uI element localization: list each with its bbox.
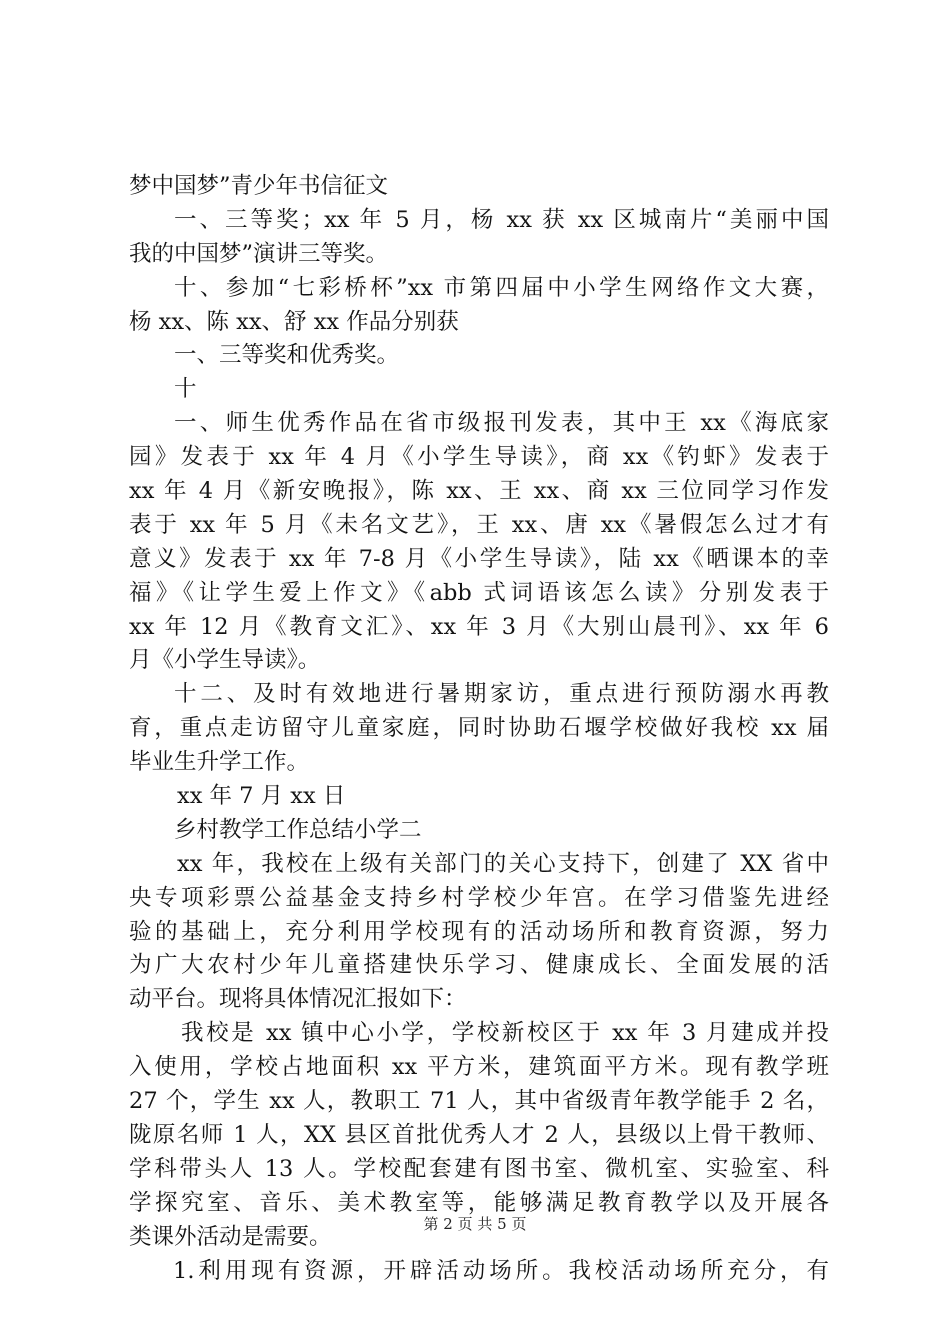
text-line: 一、三等奖；xx 年 5 月，杨 xx 获 xx 区城南片“美丽中国 — [174, 206, 829, 233]
text-line: 杨 xx、陈 xx、舒 xx 作品分别获 — [129, 308, 459, 335]
text-line: 十、参加“七彩桥杯”xx 市第四届中小学生网络作文大赛， — [174, 274, 829, 301]
text-line: 学探究室、音乐、美术教室等，能够满足教育教学以及开展各 — [129, 1189, 829, 1216]
text-line: 为广大农村少年儿童搭建快乐学习、健康成长、全面发展的活 — [129, 952, 829, 979]
text-line: xx 年 12 月《教育文汇》、xx 年 3 月《大别山晨刊》、xx 年 6 — [129, 613, 829, 640]
text-line: 入使用，学校占地面积 xx 平方米，建筑面平方米。现有教学班 — [129, 1054, 829, 1081]
text-line: 陇原名师 1 人，XX 县区首批优秀人才 2 人，县级以上骨干教师、 — [129, 1121, 829, 1148]
text-line: 梦中国梦”青少年书信征文 — [129, 173, 389, 199]
text-line: xx 年，我校在上级有关部门的关心支持下，创建了 XX 省中 — [177, 850, 829, 877]
text-line: 验的基础上，充分利用学校现有的活动场所和教育资源，努力 — [129, 918, 829, 945]
text-line: 意义》发表于 xx 年 7-8 月《小学生导读》，陆 xx《晒课本的幸 — [129, 545, 829, 572]
text-line: 园》发表于 xx 年 4 月《小学生导读》，商 xx《钓虾》发表于 — [129, 444, 829, 471]
section-title: 乡村教学工作总结小学二 — [174, 816, 422, 843]
text-line: 类课外活动是需要。 — [129, 1223, 332, 1250]
text-line: 育，重点走访留守儿童家庭，同时协助石堰学校做好我校 xx 届 — [129, 715, 829, 742]
text-line: 一、三等奖和优秀奖。 — [174, 342, 400, 369]
page-number: 第 2 页 共 5 页 — [423, 1215, 527, 1233]
text-line: 动平台。现将具体情况汇报如下： — [129, 986, 467, 1013]
text-line: xx 年 4 月《新安晚报》，陈 xx、王 xx、商 xx 三位同学习作发 — [129, 478, 829, 505]
text-line: 月《小学生导读》。 — [129, 647, 321, 674]
text-line: 我校是 xx 镇中心小学，学校新校区于 xx 年 3 月建成并投 — [181, 1020, 829, 1047]
text-line: 我的中国梦”演讲三等奖。 — [129, 240, 389, 267]
document-body — [129, 170, 829, 1288]
text-line: 央专项彩票公益基金支持乡村学校少年宫。在学习借鉴先进经 — [129, 884, 829, 911]
text-line: 福》《让学生爱上作文》《abb 式词语该怎么读》分别发表于 — [129, 579, 829, 606]
text-line: 十二、及时有效地进行暑期家访，重点进行预防溺水再教 — [174, 681, 829, 708]
date-line: xx 年 7 月 xx 日 — [177, 783, 346, 810]
text-line: 27 个，学生 xx 人，教职工 71 人，其中省级青年教学能手 2 名， — [129, 1088, 829, 1115]
text-line: 十 — [174, 376, 197, 403]
text-line: 学科带头人 13 人。学校配套建有图书室、微机室、实验室、科 — [129, 1155, 829, 1182]
text-line: 一、师生优秀作品在省市级报刊发表，其中王 xx《海底家 — [174, 410, 829, 437]
text-line: 1.利用现有资源，开辟活动场所。我校活动场所充分，有 — [173, 1257, 829, 1284]
text-line: 毕业生升学工作。 — [129, 749, 310, 776]
text-line: 表于 xx 年 5 月《未名文艺》，王 xx、唐 xx《暑假怎么过才有 — [129, 511, 829, 538]
